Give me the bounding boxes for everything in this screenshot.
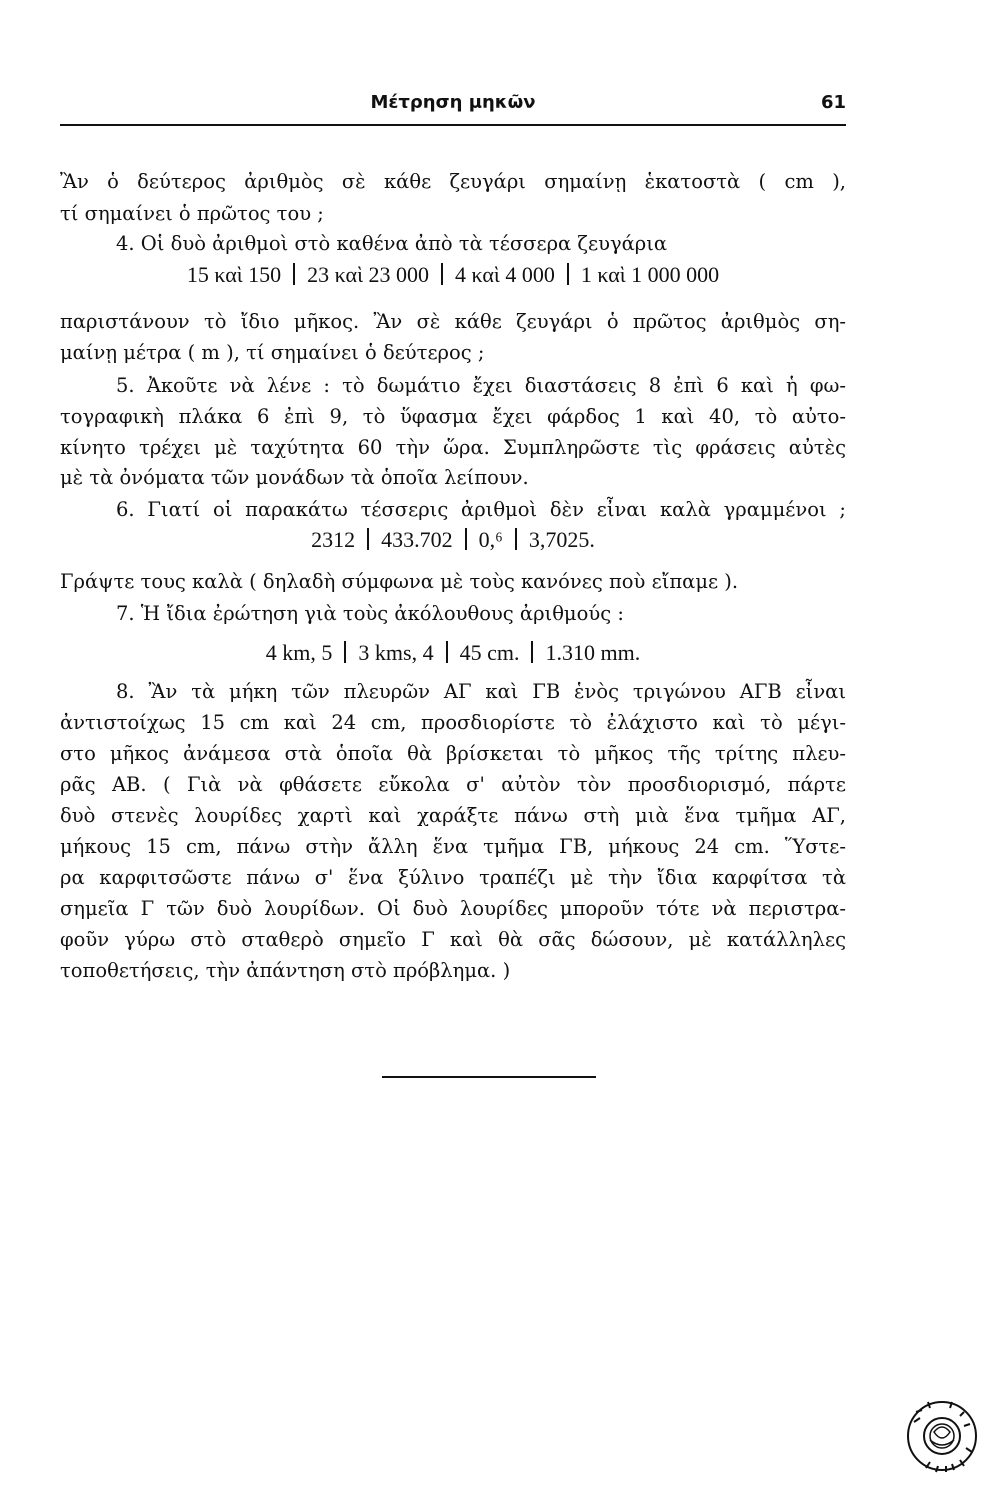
text-line: κίνητο τρέχει μὲ ταχύτητα 60 τὴν ὥρα. Συμπληρῶστε τὶς φράσεις αὐτὲς: [60, 436, 846, 459]
text-line: ἀντιστοίχως 15 cm καὶ 24 cm, προσδιορίστε τὸ ἐλάχιστο καὶ τὸ μέγι-: [60, 711, 846, 734]
number-item: 433.702: [381, 527, 453, 552]
numbers-row: [60, 527, 846, 553]
pair-item: 15 καὶ 150: [186, 262, 282, 287]
exercise-5: 5. Ἀκοῦτε νὰ λένε : τὸ δωμάτιο ἔχει διαστάσεις 8 ἐπὶ 6 καὶ ἡ φω-: [116, 374, 846, 397]
exercise-7: 7. Ἡ ἴδια ἐρώτηση γιὰ τοὺς ἀκόλουθους ἀριθμούς :: [116, 602, 624, 625]
length-item: 1.310 mm.: [545, 640, 641, 665]
text-line: μήκους 15 cm, πάνω στὴν ἄλλη ἕνα τμῆμα ΓΒ, μήκους 24 cm. Ὕστε-: [60, 835, 846, 858]
pair-item: 23 καὶ 23 000: [307, 262, 429, 287]
text-line: τογραφικὴ πλάκα 6 ἐπὶ 9, τὸ ὕφασμα ἔχει φάρδος 1 καὶ 40, τὸ αὐτο-: [60, 405, 846, 428]
separator: [465, 528, 467, 550]
text-line: ρᾶς ΑΒ. ( Γιὰ νὰ φθάσετε εὔκολα σ' αὐτὸν τὸν προσδιορισμό, πάρτε: [60, 773, 846, 796]
text-line: μαίνῃ μέτρα ( m ), τί σημαίνει ὁ δεύτερος ;: [60, 341, 485, 364]
exercise-6: 6. Γιατί οἱ παρακάτω τέσσερις ἀριθμοὶ δὲν εἶναι καλὰ γραμμένοι ;: [116, 498, 846, 521]
text-line: παριστάνουν τὸ ἴδιο μῆκος. Ἂν σὲ κάθε ζευγάρι ὁ πρῶτος ἀριθμὸς ση-: [60, 310, 846, 333]
separator: [367, 528, 369, 550]
separator: [515, 528, 517, 550]
foundation-seal-icon: [900, 1392, 978, 1480]
exercise-4: 4. Οἱ δυὸ ἀριθμοὶ στὸ καθένα ἀπὸ τὰ τέσσερα ζευγάρια: [116, 232, 668, 255]
page-number: 61: [820, 92, 846, 113]
length-item: 4 km, 5: [265, 640, 333, 665]
text-line: ρα καρφιτσῶστε πάνω σ' ἕνα ξύλινο τραπέζι μὲ τὴν ἴδια καρφίτσα τὰ: [60, 866, 846, 889]
number-item: 0,⁶: [478, 527, 503, 552]
text-line: φοῦν γύρω στὸ σταθερὸ σημεῖο Γ καὶ θὰ σᾶς δώσουν, μὲ κατάλληλες: [60, 928, 846, 951]
separator: [567, 263, 569, 285]
separator: [293, 263, 295, 285]
end-rule: [382, 1076, 596, 1078]
number-item: 3,7025.: [528, 527, 595, 552]
lengths-row: [60, 640, 846, 666]
running-header: [60, 92, 846, 126]
pair-item: 4 καὶ 4 000: [455, 262, 555, 287]
separator: [344, 641, 346, 663]
number-item: 2312: [311, 527, 356, 552]
text-line: Ἂν ὁ δεύτερος ἀριθμὸς σὲ κάθε ζευγάρι σημαίνῃ ἑκατοστὰ ( cm ),: [60, 170, 846, 193]
separator: [531, 641, 533, 663]
pair-item: 1 καὶ 1 000 000: [580, 262, 720, 287]
text-line: στο μῆκος ἀνάμεσα στὰ ὁποῖα θὰ βρίσκεται τὸ μῆκος τῆς τρίτης πλευ-: [60, 742, 846, 765]
separator: [441, 263, 443, 285]
text-line: Γράψτε τους καλὰ ( δηλαδὴ σύμφωνα μὲ τοὺς κανόνες ποὺ εἴπαμε ).: [60, 570, 739, 593]
length-item: 3 kms, 4: [358, 640, 434, 665]
pairs-row: [60, 262, 846, 288]
header-title: Μέτρηση μηκῶν: [370, 92, 536, 113]
text-line: τί σημαίνει ὁ πρῶτος του ;: [60, 202, 324, 225]
exercise-8: 8. Ἂν τὰ μήκη τῶν πλευρῶν ΑΓ καὶ ΓΒ ἑνὸς τριγώνου ΑΓΒ εἶναι: [116, 680, 846, 703]
text-line: δυὸ στενὲς λουρίδες χαρτὶ καὶ χαράξτε πάνω στὴ μιὰ ἕνα τμῆμα ΑΓ,: [60, 804, 846, 827]
text-line: μὲ τὰ ὀνόματα τῶν μονάδων τὰ ὁποῖα λείπουν.: [60, 466, 529, 489]
text-line: σημεῖα Γ τῶν δυὸ λουρίδων. Οἱ δυὸ λουρίδες μποροῦν τότε νὰ περιστρα-: [60, 897, 846, 920]
length-item: 45 cm.: [459, 640, 520, 665]
separator: [446, 641, 448, 663]
text-line: τοποθετήσεις, τὴν ἀπάντηση στὸ πρόβλημα. ): [60, 959, 511, 982]
